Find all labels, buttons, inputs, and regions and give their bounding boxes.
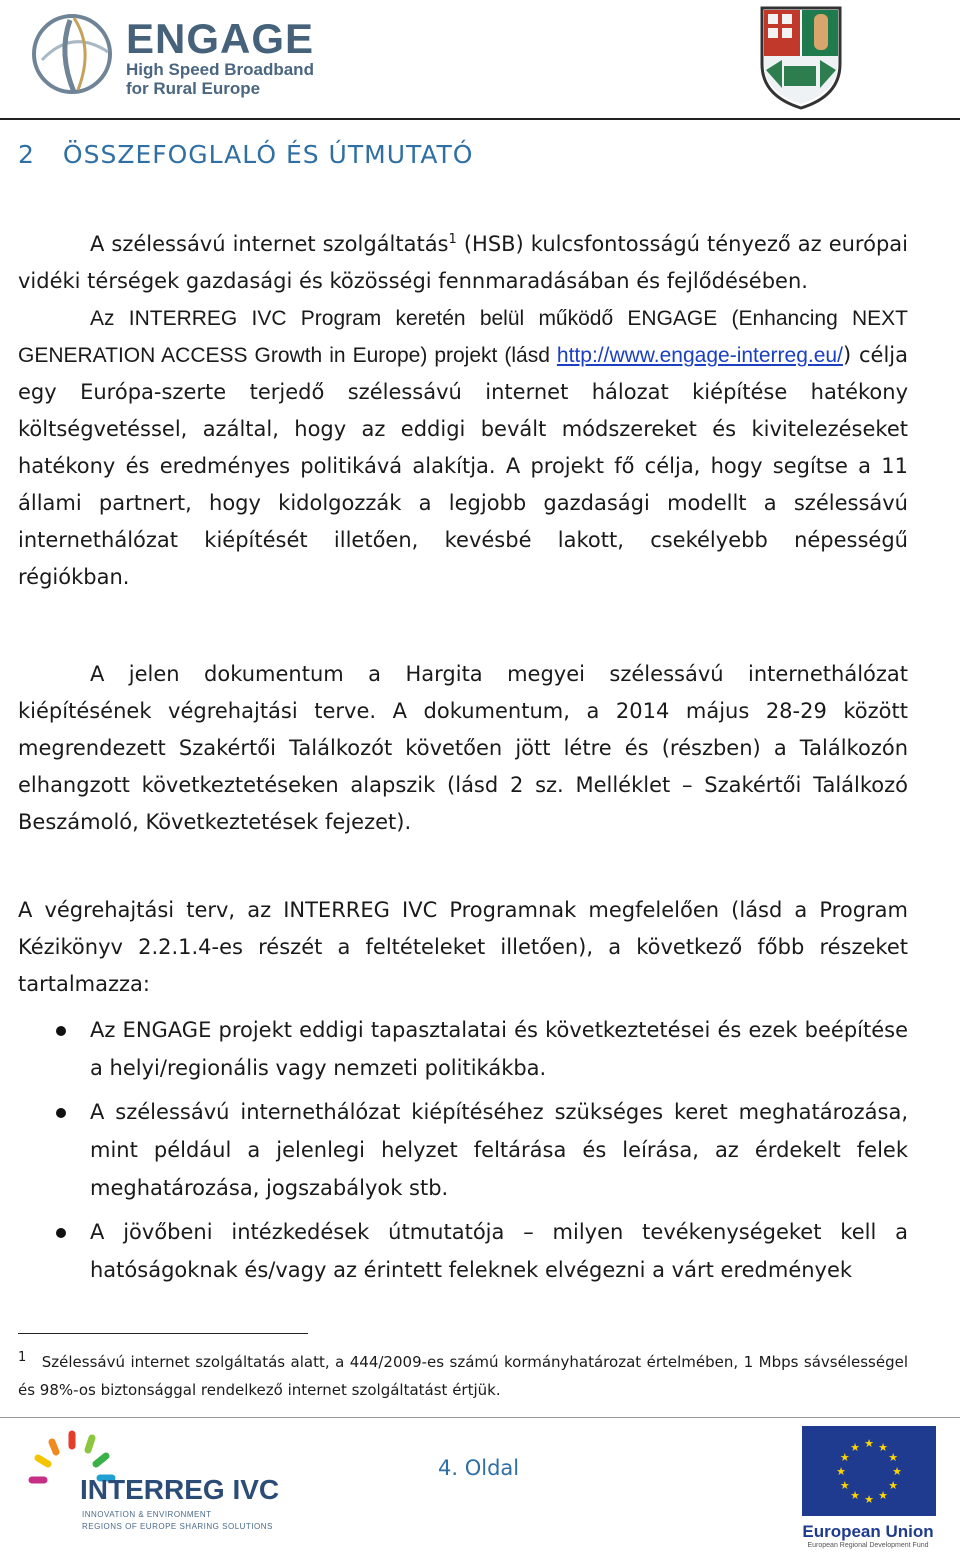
- list-item: [18, 1011, 908, 1087]
- eu-star-icon: ★: [839, 1479, 850, 1492]
- section-title: ÖSSZEFOGLALÓ ÉS ÚTMUTATÓ: [62, 140, 474, 169]
- footnote-reference[interactable]: 1: [448, 232, 457, 247]
- eu-label: European Union: [802, 1522, 934, 1541]
- plan-contents-block: [18, 892, 908, 1003]
- paragraph-hsb-text-a: A szélessávú internet szolgáltatás: [90, 232, 449, 256]
- eu-star-icon: ★: [878, 1440, 888, 1454]
- interreg-name: INTERREG IVC: [80, 1474, 280, 1505]
- bullet-list-block: [18, 1011, 908, 1289]
- footnote-text: Szélessávú internet szolgáltatás alatt, a 444/2009-es számú kormányhatározat értelmében, 1 Mbps sávsélességel és 98%-os biztonsággal rendelkező internet szolgáltatást értjük.: [18, 1353, 908, 1399]
- footnote: [18, 1348, 908, 1404]
- list-item: [18, 1213, 908, 1289]
- eu-star-icon: ★: [892, 1465, 902, 1478]
- eu-star-icon: ★: [839, 1451, 850, 1464]
- list-item-text: A jövőbeni intézkedések útmutatója – milyen tevékenységeket kell a hatóságoknak és/vagy az érintett feleknek elvégezni a várt eredmények: [90, 1220, 908, 1282]
- eu-flag-icon: [802, 1426, 936, 1516]
- engage-logo-name: ENGAGE: [126, 15, 315, 62]
- eu-star-icon: ★: [888, 1451, 899, 1464]
- paragraph-engage-text-a: Az INTERREG IVC Program keretén belül működő ENGAGE (Enhancing NEXT GENERATION ACCESS Growth in Europe) projekt (lásd: [18, 307, 908, 367]
- footnote-mark: 1: [18, 1350, 27, 1365]
- eu-star-icon: ★: [850, 1489, 860, 1503]
- eu-star-icon: ★: [878, 1489, 888, 1503]
- bullet-icon: [56, 1108, 66, 1118]
- paragraph-hsb-text-b: (HSB) kulcsfontosságú tényező az európai vidéki térségek gazdasági és közösségi fennmaradásában és fejlődésében.: [18, 232, 908, 293]
- document-purpose-block: [18, 656, 908, 841]
- bullet-icon: [56, 1228, 66, 1238]
- interreg-tagline: INNOVATION & ENVIRONMENT: [82, 1510, 212, 1519]
- list-item: [18, 1093, 908, 1207]
- header-divider: [0, 118, 960, 120]
- page-number: 4. Oldal: [438, 1456, 520, 1480]
- footnote-divider: [18, 1333, 308, 1334]
- engage-logo-tagline: High Speed Broadband: [126, 60, 314, 79]
- coat-of-arms-icon: [760, 4, 842, 110]
- intro-paragraph-block: [18, 226, 908, 596]
- engage-website-link[interactable]: http://www.engage-interreg.eu/: [556, 344, 843, 367]
- eu-star-icon: ★: [888, 1479, 899, 1492]
- list-item-text: Az ENGAGE projekt eddigi tapasztalatai és következtetései és ezek beépítése a helyi/regionális vagy nemzeti politikákba.: [90, 1018, 908, 1080]
- eu-star-icon: ★: [864, 1493, 874, 1506]
- eu-star-icon: ★: [836, 1465, 846, 1478]
- eu-star-icon: ★: [850, 1440, 860, 1454]
- section-number: 2: [18, 140, 35, 169]
- bullet-icon: [56, 1026, 66, 1036]
- eu-sublabel: European Regional Development Fund: [807, 1542, 929, 1549]
- eu-star-icon: ★: [864, 1437, 874, 1450]
- interreg-tagline: REGIONS OF EUROPE SHARING SOLUTIONS: [82, 1522, 273, 1531]
- paragraph-document-purpose: A jelen dokumentum a Hargita megyei szélessávú internethálózat kiépítésének végrehajtási terve. A dokumentum, a 2014 május 28-29 között megrendezett Szakértői Találkozót követően jött létre és (részben) a Találkozón elhangzott következtetéseken alapszik (lásd 2 sz. Melléklet – Szakértői Találkozó Beszámoló, Következtetések fejezet).: [18, 662, 908, 834]
- paragraph-plan-contents: A végrehajtási terv, az INTERREG IVC Programnak megfelelően (lásd a Program Kézikönyv 2.2.1.4-es részét a feltételeket illetően), a következő főbb részeket tartalmazza:: [18, 898, 908, 996]
- paragraph-engage-project: [18, 300, 908, 596]
- eu-logo: [796, 1426, 940, 1550]
- paragraph-hsb: [18, 226, 908, 300]
- paragraph-engage-text-b: ) célja egy Európa-szerte terjedő szélessávú internet hálozat kiépítése hatékony költségvetéssel, azáltal, hogy az eddigi bevált módszereket és kivitelezéseket hatékony és eredményes politikává alakítja. A projekt fő célja, hogy segítse a 11 állami partnert, hogy kidolgozzák a legjobb gazdasági modellt a szélessávú internethálózat kiépítését illetően, kevésbé lakott, csekélyebb népességű régiókban.: [18, 343, 908, 589]
- engage-globe-icon: [28, 8, 120, 100]
- interreg-logo: [22, 1430, 312, 1542]
- list-item-text: A szélessávú internethálózat kiépítéséhez szükséges keret meghatározása, mint például a jelenlegi helyzet feltárása és leírása, az érdekelt felek meghatározása, jogszabályok stb.: [90, 1100, 908, 1200]
- bullet-list: [18, 1011, 908, 1289]
- section-heading: [18, 140, 473, 169]
- engage-logo-tagline: for Rural Europe: [126, 79, 261, 98]
- footer-divider: [0, 1417, 960, 1418]
- engage-logo: [28, 8, 315, 100]
